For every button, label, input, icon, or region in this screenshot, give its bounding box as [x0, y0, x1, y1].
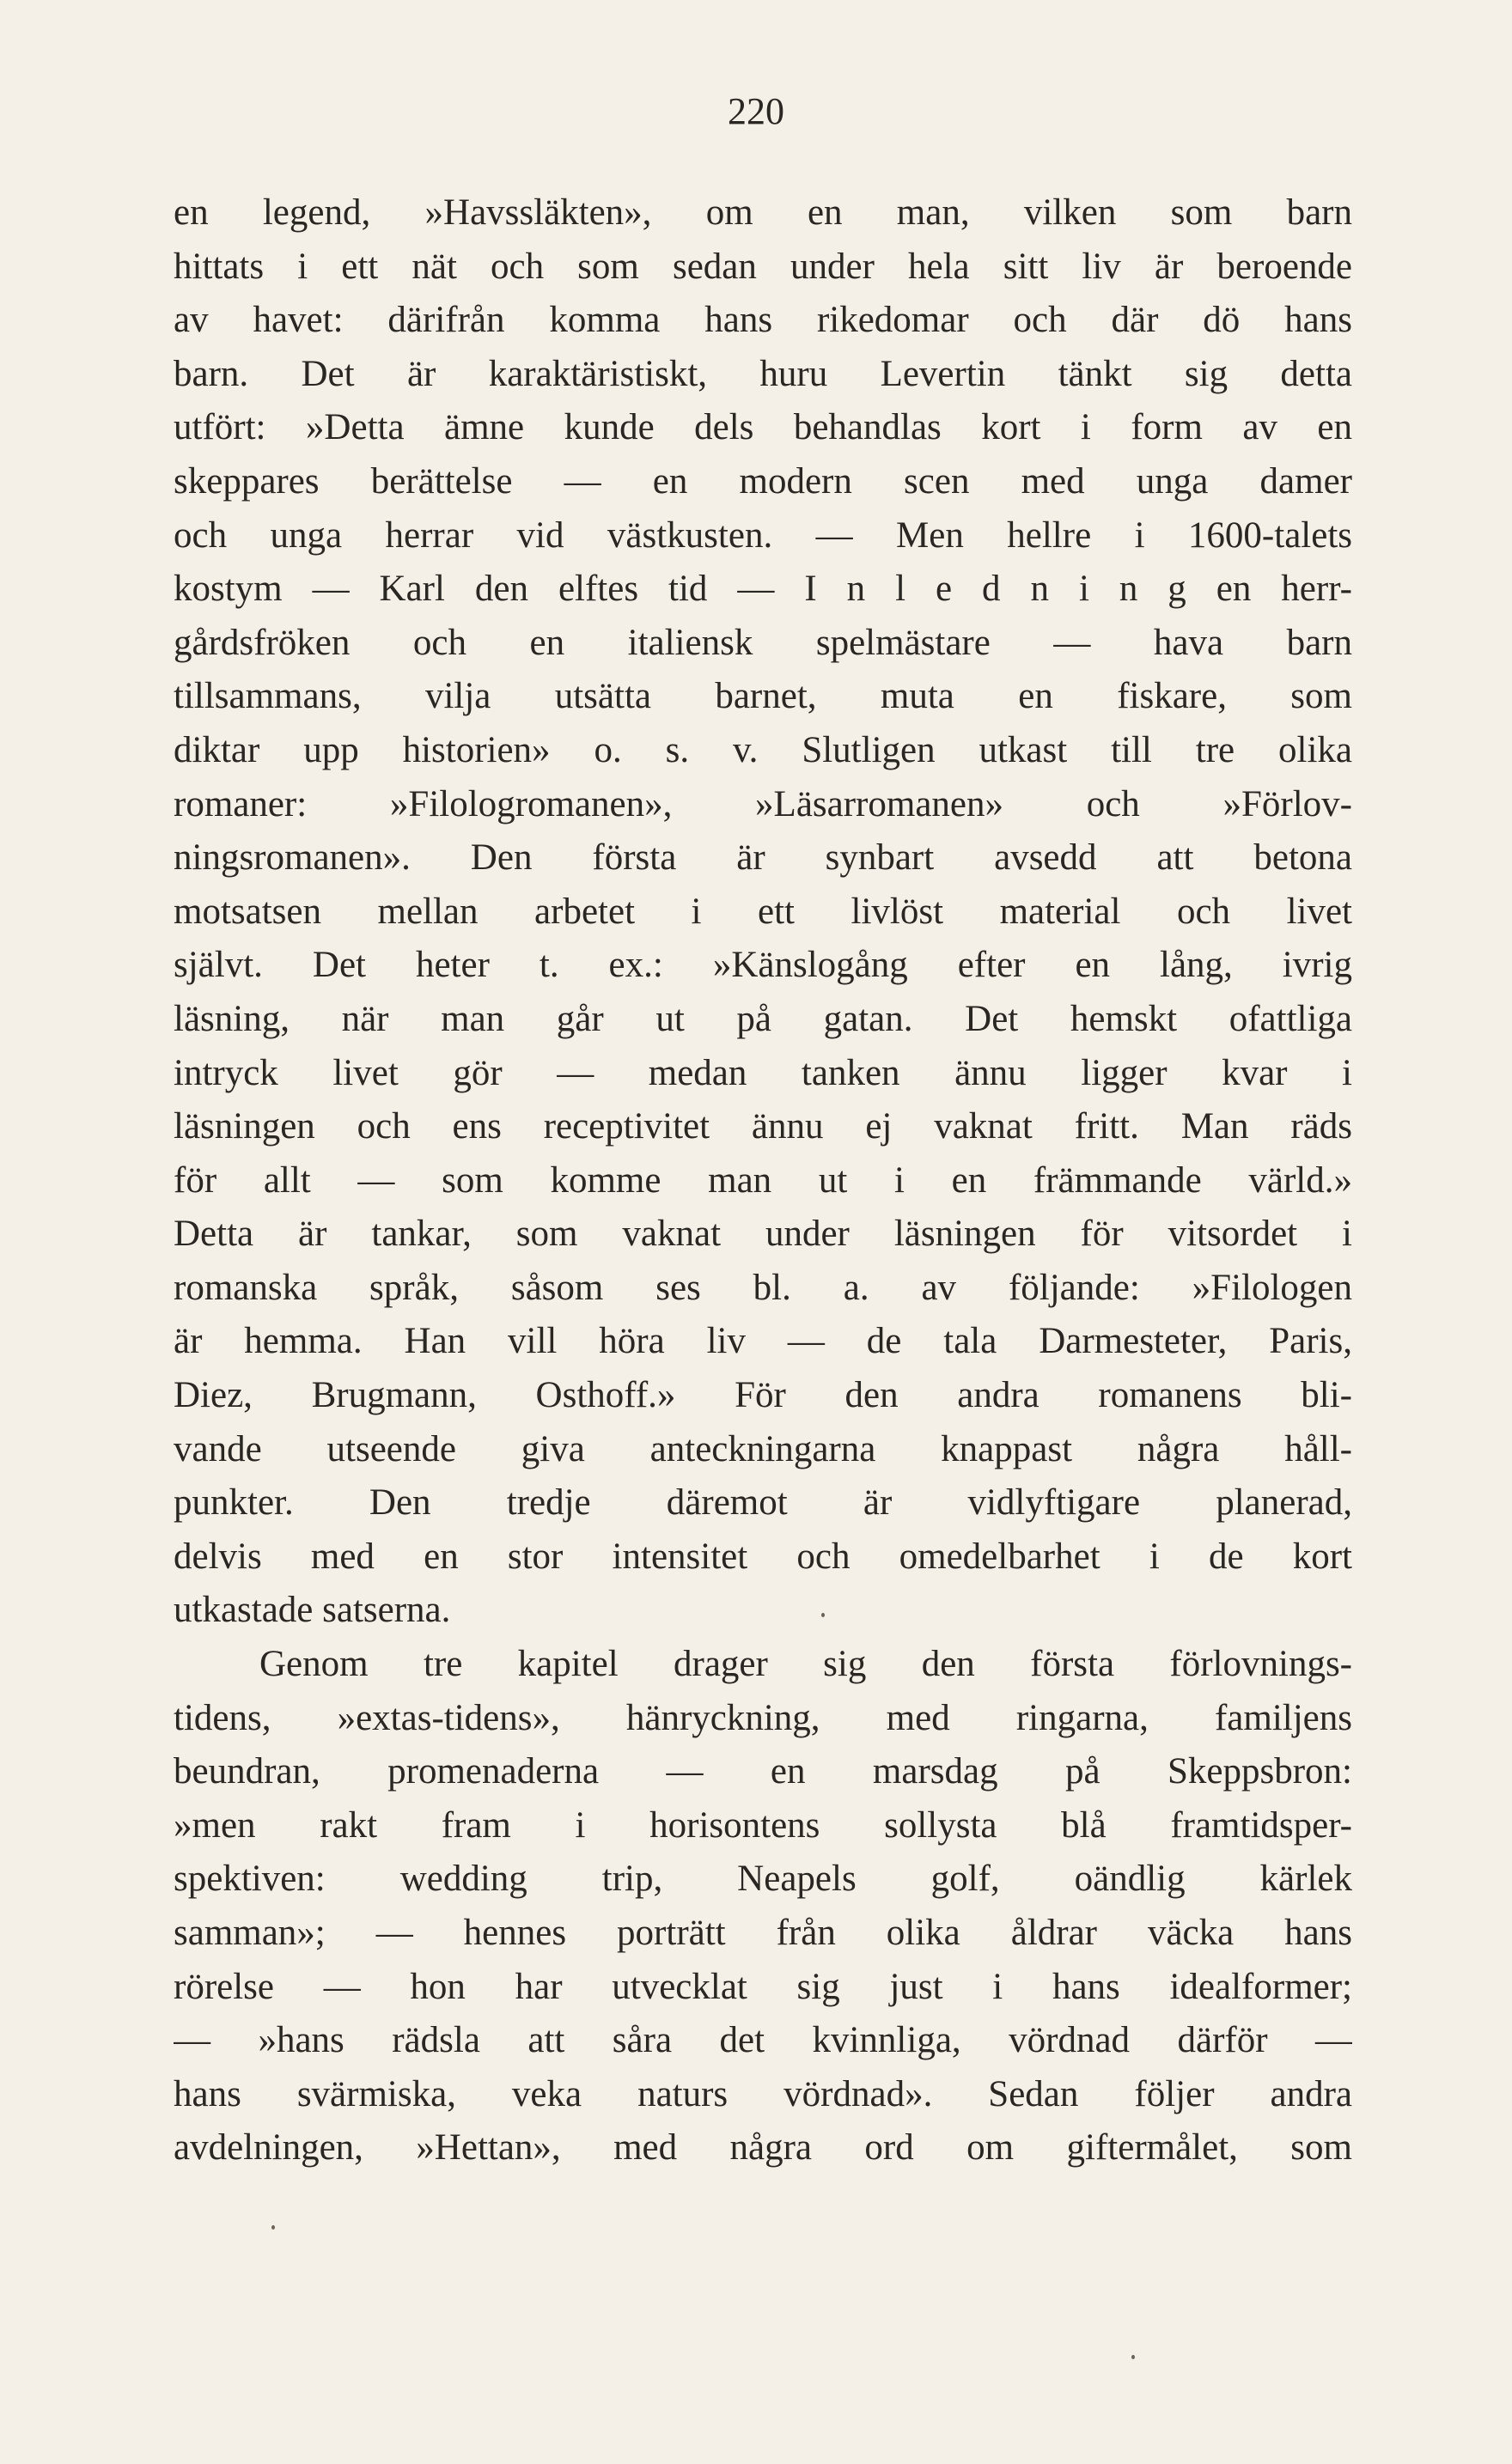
- paper-speck: [271, 2225, 275, 2230]
- text-line: kostym — Karl den elftes tid — I n l e d n i n g en herr-: [174, 569, 1352, 610]
- text-line: skeppares berättelse — en modern scen med unga damer: [174, 460, 1352, 502]
- text-line: en legend, »Havssläkten», om en man, vilken som barn: [174, 192, 1352, 233]
- text-line: av havet: därifrån komma hans rikedomar och där dö hans: [174, 300, 1352, 341]
- text-line: läsningen och ens receptivitet ännu ej vaknat fritt. Man räds: [174, 1106, 1352, 1147]
- text-line: läsning, när man går ut på gatan. Det hemskt ofattliga: [174, 998, 1352, 1039]
- text-line: självt. Det heter t. ex.: »Känslogång efter en lång, ivrig: [174, 945, 1352, 986]
- text-line: Diez, Brugmann, Osthoff.» För den andra romanens bli-: [174, 1375, 1352, 1416]
- text-line: diktar upp historien» o. s. v. Slutligen utkast till tre olika: [174, 729, 1352, 770]
- text-line: spektiven: wedding trip, Neapels golf, oändlig kärlek: [174, 1859, 1352, 1900]
- text-line: avdelningen, »Hettan», med några ord om giftermålet, som: [174, 2127, 1352, 2169]
- text-line: är hemma. Han vill höra liv — de tala Darmesteter, Paris,: [174, 1321, 1352, 1362]
- text-line: hans svärmiska, veka naturs vördnad». Sedan följer andra: [174, 2073, 1352, 2114]
- text-line: ningsromanen». Den första är synbart avsedd att betona: [174, 837, 1352, 879]
- text-line: tillsammans, vilja utsätta barnet, muta en fiskare, som: [174, 676, 1352, 717]
- paragraph-2: [174, 1638, 1352, 2175]
- text-line: utkastade satserna.: [174, 1590, 451, 1631]
- text-line: intryck livet gör — medan tanken ännu ligger kvar i: [174, 1052, 1352, 1093]
- text-line: rörelse — hon har utvecklat sig just i hans idealformer;: [174, 1966, 1352, 2007]
- text-line: punkter. Den tredje däremot är vidlyftigare planerad,: [174, 1482, 1352, 1524]
- text-line: gårdsfröken och en italiensk spelmästare — hava barn: [174, 622, 1352, 663]
- text-line: hittats i ett nät och som sedan under hela sitt liv är beroende: [174, 246, 1352, 287]
- text-line: tidens, »extas-tidens», hänryckning, med ringarna, familjens: [174, 1697, 1352, 1738]
- text-line: motsatsen mellan arbetet i ett livlöst material och livet: [174, 891, 1352, 932]
- text-line: och unga herrar vid västkusten. — Men hellre i 1600-talets: [174, 514, 1352, 556]
- text-line: vande utseende giva anteckningarna knappast några håll-: [174, 1428, 1352, 1469]
- text-line: »men rakt fram i horisontens sollysta blå framtidsper-: [174, 1804, 1352, 1846]
- text-line: Genom tre kapitel drager sig den första förlovnings-: [259, 1644, 1352, 1685]
- text-line: romanska språk, såsom ses bl. a. av följande: »Filologen: [174, 1267, 1352, 1308]
- paper-speck: [821, 1613, 825, 1617]
- text-line: romaner: »Filologromanen», »Läsarromanen» och »Förlov-: [174, 783, 1352, 824]
- text-line: samman»; — hennes porträtt från olika åldrar väcka hans: [174, 1913, 1352, 1953]
- text-line: beundran, promenaderna — en marsdag på Skeppsbron:: [174, 1751, 1352, 1792]
- body-text: [174, 186, 1352, 2175]
- text-line: — »hans rädsla att såra det kvinnliga, vördnad därför —: [174, 2020, 1352, 2061]
- page-number: 220: [728, 90, 784, 132]
- text-line: Detta är tankar, som vaknat under läsningen för vitsordet i: [174, 1214, 1352, 1255]
- paper-speck: [1131, 2355, 1135, 2359]
- text-line: delvis med en stor intensitet och omedelbarhet i de kort: [174, 1536, 1352, 1577]
- text-line: utfört: »Detta ämne kunde dels behandlas kort i form av en: [174, 407, 1352, 448]
- paragraph-1: [174, 186, 1352, 1638]
- text-line: för allt — som komme man ut i en främmande värld.»: [174, 1159, 1352, 1201]
- text-line: barn. Det är karaktäristiskt, huru Levertin tänkt sig detta: [174, 353, 1352, 394]
